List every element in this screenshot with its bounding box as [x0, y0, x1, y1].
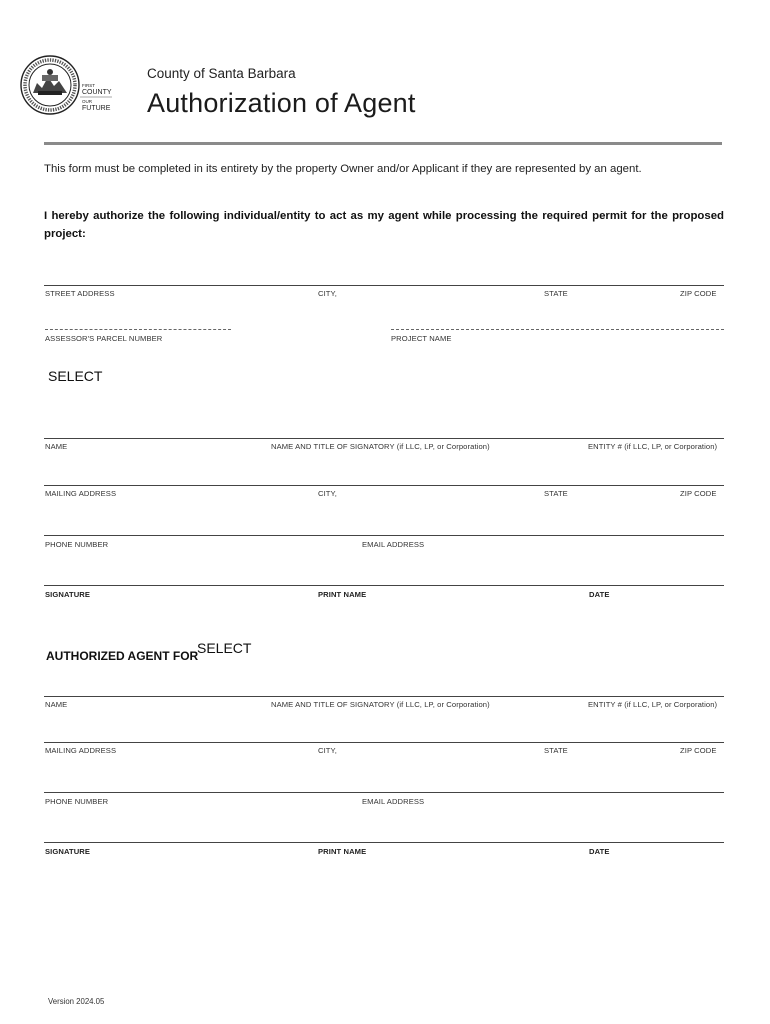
intro-text: This form must be completed in its entirety by the property Owner and/or Applicant if they are represented by an agent. [44, 163, 642, 175]
svg-text:COUNTY: COUNTY [82, 89, 112, 96]
county-name: County of Santa Barbara [147, 66, 296, 81]
svg-text:OUR: OUR [82, 99, 92, 104]
owner-type-select[interactable]: SELECT [48, 368, 103, 384]
zip-code-label: ZIP CODE [680, 289, 717, 298]
agent-phone-email-field[interactable] [44, 792, 724, 793]
owner-signature-field[interactable] [44, 585, 724, 586]
agent-name-label: NAME [45, 700, 68, 709]
owner-entity-label: ENTITY # (if LLC, LP, or Corporation) [588, 442, 718, 451]
owner-date-label: DATE [589, 590, 610, 599]
owner-name-label: NAME [45, 442, 68, 451]
agent-mailing-address-field[interactable] [44, 742, 724, 743]
owner-zip-label: ZIP CODE [680, 489, 717, 498]
agent-phone-label: PHONE NUMBER [45, 797, 109, 806]
agent-print-name-label: PRINT NAME [318, 847, 367, 856]
agent-date-label: DATE [589, 847, 610, 856]
city-label: CITY, [318, 289, 337, 298]
owner-print-name-label: PRINT NAME [318, 590, 367, 599]
owner-signature-label: SIGNATURE [45, 590, 91, 599]
agent-email-label: EMAIL ADDRESS [362, 797, 425, 806]
county-seal-logo [20, 55, 114, 115]
agent-mailing-address-label: MAILING ADDRESS [45, 746, 117, 755]
agent-for-select[interactable]: SELECT [197, 640, 252, 656]
agent-signature-label: SIGNATURE [45, 847, 91, 856]
apn-label: ASSESSOR'S PARCEL NUMBER [45, 334, 163, 343]
version-label: Version 2024.05 [48, 997, 105, 1006]
agent-zip-label: ZIP CODE [680, 746, 717, 755]
svg-text:FIRST: FIRST [82, 83, 95, 88]
owner-city-label: CITY, [318, 489, 337, 498]
svg-text:FUTURE: FUTURE [82, 105, 111, 112]
form-title: Authorization of Agent [147, 88, 416, 118]
owner-mailing-address-field[interactable] [44, 485, 724, 486]
agent-signature-field[interactable] [44, 842, 724, 843]
state-label: STATE [544, 289, 568, 298]
owner-mailing-address-label: MAILING ADDRESS [45, 489, 117, 498]
agent-entity-label: ENTITY # (if LLC, LP, or Corporation) [588, 700, 718, 709]
agent-state-label: STATE [544, 746, 568, 755]
project-name-label: PROJECT NAME [391, 334, 452, 343]
authorized-agent-heading: AUTHORIZED AGENT FOR [46, 649, 199, 663]
agent-city-label: CITY, [318, 746, 337, 755]
authorization-statement: I hereby authorize the following individual/entity to act as my agent while processing the required permit for the proposed project: [44, 210, 724, 240]
owner-phone-label: PHONE NUMBER [45, 540, 109, 549]
owner-phone-email-field[interactable] [44, 535, 724, 536]
agent-name-field[interactable] [44, 696, 724, 697]
owner-name-field[interactable] [44, 438, 724, 439]
street-address-field[interactable] [44, 285, 724, 286]
owner-email-label: EMAIL ADDRESS [362, 540, 425, 549]
project-name-field[interactable] [391, 329, 724, 330]
owner-signatory-label: NAME AND TITLE OF SIGNATORY (if LLC, LP, or Corporation) [271, 442, 490, 451]
header-divider [44, 142, 722, 145]
agent-signatory-label: NAME AND TITLE OF SIGNATORY (if LLC, LP, or Corporation) [271, 700, 490, 709]
owner-state-label: STATE [544, 489, 568, 498]
street-address-label: STREET ADDRESS [45, 289, 115, 298]
apn-field[interactable] [45, 329, 231, 330]
